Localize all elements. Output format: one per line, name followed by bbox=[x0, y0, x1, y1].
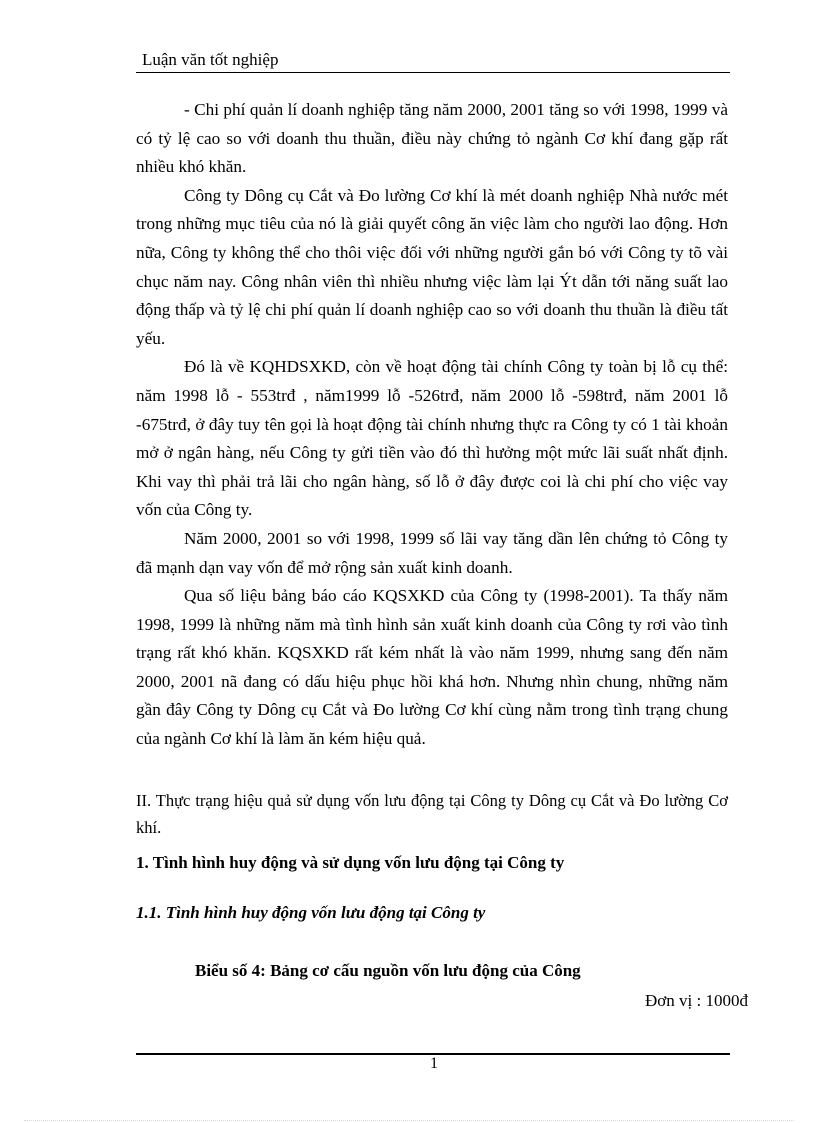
header-divider bbox=[136, 72, 730, 73]
body-text bbox=[136, 96, 728, 754]
paragraph: - Chi phí quản lí doanh nghiệp tăng năm 2000, 2001 tăng so với 1998, 1999 và có tỷ lệ cao so với doanh thu thuần, điều này chứng tỏ ngành Cơ khí đang gặp rất nhiều khó khăn. bbox=[136, 100, 728, 177]
paragraph: Qua số liệu bảng báo cáo KQSXKD của Công ty (1998-2001). Ta thấy năm 1998, 1999 là những năm mà tình hình sản xuất kinh doanh của Công ty rơi vào tình trạng rất khó khăn. KQSXKD rất kém nhất là vào năm 1999, nhưng sang đến năm 2000, 2001 nã đang có dấu hiệu phục hồi khá hơn. Nhưng nhìn chung, những năm gần đây Công ty Dông cụ Cắt và Đo lường Cơ khí cùng nằm trong tình trạng chung của ngành Cơ khí là làm ăn kém hiệu quả. bbox=[136, 586, 728, 749]
heading-level-2: 1.1. Tình hình huy động vốn lưu động tại Công ty bbox=[136, 903, 486, 922]
page-header-title: Luận văn tốt nghiệp bbox=[142, 50, 279, 69]
paragraph: Đó là về KQHDSXKD, còn về hoạt động tài chính Công ty toàn bị lỗ cụ thể: năm 1998 lỗ - 553trđ , năm1999 lỗ -526trđ, năm 2000 lỗ -598trđ, năm 2001 lỗ -675trđ, ở đây tuy tên gọi là hoạt động tài chính nhưng thực ra Công ty có 1 tài khoản mở ở ngân hàng, nếu Công ty gửi tiền vào đó thì hưởng một mức lãi suất nhất định. Khi vay thì phải trả lãi cho ngân hàng, số lỗ ở đây được coi là chi phí cho việc vay vốn của Công ty. bbox=[136, 357, 728, 520]
page-bottom-edge bbox=[24, 1120, 794, 1121]
page-number: 1 bbox=[430, 1055, 438, 1072]
table-caption: Biểu số 4: Bảng cơ cấu nguồn vốn lưu động của Công bbox=[195, 961, 581, 980]
heading-level-1: 1. Tình hình huy động và sử dụng vốn lưu động tại Công ty bbox=[136, 853, 565, 872]
paragraph: Năm 2000, 2001 so với 1998, 1999 số lãi vay tăng dần lên chứng tỏ Công ty đã mạnh dạn vay vốn để mở rộng sản xuất kinh doanh. bbox=[136, 528, 728, 577]
paragraph: Công ty Dông cụ Cắt và Đo lường Cơ khí là mét doanh nghiệp Nhà nước mét trong những mục tiêu của nó là giải quyết công ăn việc làm cho người lao động. Hơn nữa, Công ty không thể cho thôi việc đối với những người gắn bó với Công ty tõ vài chục năm nay. Công nhân viên thì nhiều nhưng việc làm lại Ýt dẫn tới năng suất lao động thấp và tỷ lệ chi phí quản lí doanh nghiệp cao so với doanh thu thuần là điều tất yếu. bbox=[136, 185, 728, 348]
section-title: II. Thực trạng hiệu quả sử dụng vốn lưu động tại Công ty Dông cụ Cắt và Đo lường Cơ khí. bbox=[136, 791, 728, 837]
unit-label: Đơn vị : 1000đ bbox=[645, 991, 748, 1010]
